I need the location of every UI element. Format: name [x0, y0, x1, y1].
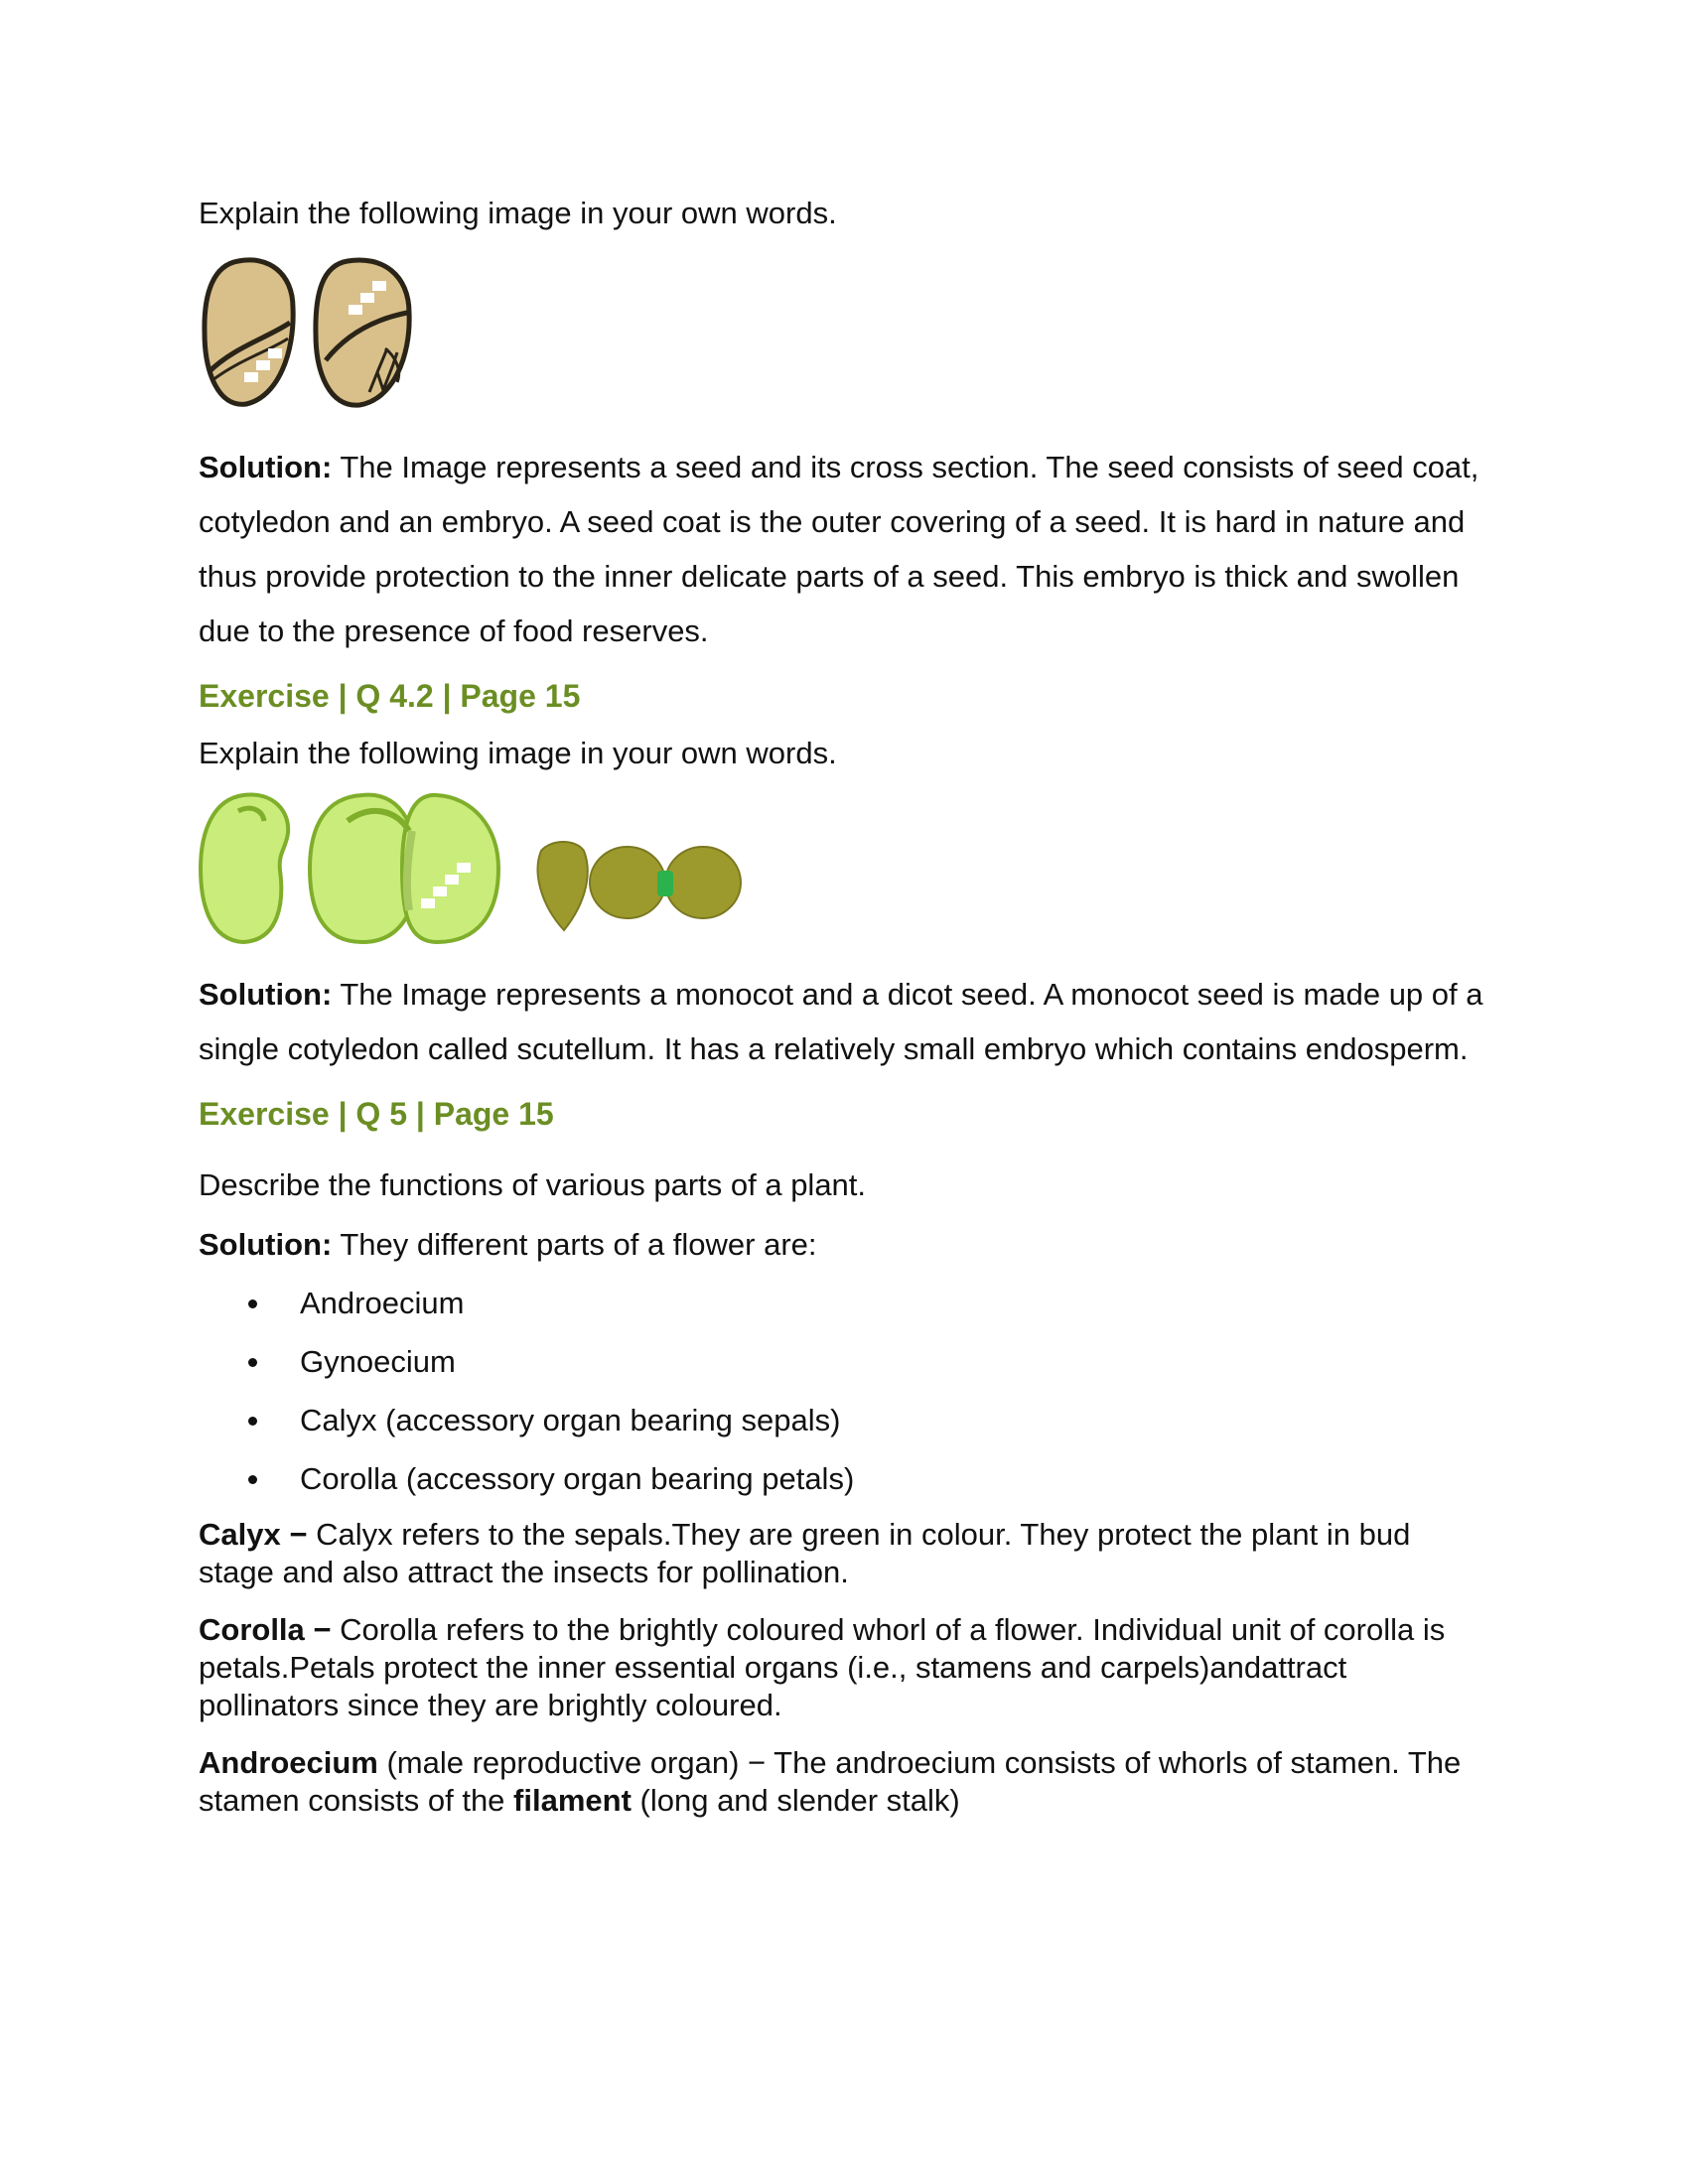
q1-question: Explain the following image in your own words. — [199, 196, 837, 230]
q42-solution — [199, 967, 1489, 1076]
solution-text: The Image represents a seed and its cross section. The seed consists of seed coat, cotyledon and an embryo. A seed coat is the outer covering of a seed. It is hard in nature and thus provide protection to the inner delicate parts of a seed. This embryo is thick and swollen due to the presence of food reserves. — [199, 450, 1479, 648]
seed-cross-section — [316, 260, 409, 405]
grain-seed-split — [590, 847, 741, 918]
bean-seed-split — [310, 795, 498, 942]
exercise-heading-q5: Exercise | Q 5 | Page 15 — [199, 1096, 554, 1132]
monocot-dicot-seed-image — [199, 791, 1489, 945]
q5-solution — [199, 1225, 1489, 1265]
list-item: Corolla (accessory organ bearing petals) — [248, 1459, 1489, 1499]
bullet-icon — [248, 1475, 257, 1484]
seed-whole — [205, 260, 293, 404]
document-page — [199, 194, 1489, 1820]
androecium-term: Androecium — [199, 1745, 378, 1780]
seed-cross-section-image — [199, 253, 1489, 412]
list-item: Gynoecium — [248, 1342, 1489, 1382]
corolla-term: Corolla − — [199, 1612, 332, 1647]
calyx-term: Calyx − — [199, 1517, 308, 1552]
solution-text: They different parts of a flower are: — [332, 1227, 817, 1262]
grain-seed — [538, 842, 588, 930]
bullet-icon — [248, 1417, 257, 1426]
flower-parts-list — [199, 1284, 1489, 1499]
seed-illustration — [199, 253, 427, 412]
bean-seed — [201, 794, 288, 942]
solution-label: Solution: — [199, 1227, 333, 1262]
q42-question: Explain the following image in your own words. — [199, 736, 837, 770]
corolla-definition: Corolla − Corolla refers to the brightly coloured whorl of a flower. Individual unit of corolla is petals.Petals protect the inner essential organs (i.e., stamens and carpels)andattract pollinators since they are brightly coloured. — [199, 1612, 1446, 1722]
filament-term: filament — [513, 1783, 632, 1818]
seeds-illustration — [199, 791, 755, 945]
q1-solution — [199, 440, 1489, 658]
solution-label: Solution: — [199, 450, 333, 484]
calyx-definition: Calyx − Calyx refers to the sepals.They are green in colour. They protect the plant in bud stage and also attract the insects for pollination. — [199, 1517, 1411, 1589]
bullet-icon — [248, 1299, 257, 1308]
androecium-definition: Androecium (male reproductive organ) − The androecium consists of whorls of stamen. The stamen consists of the filament (long and slender stalk) — [199, 1745, 1462, 1818]
solution-text: The Image represents a monocot and a dicot seed. A monocot seed is made up of a single cotyledon called scutellum. It has a relatively small embryo which contains endosperm. — [199, 977, 1483, 1066]
solution-label: Solution: — [199, 977, 333, 1012]
list-item: Calyx (accessory organ bearing sepals) — [248, 1401, 1489, 1440]
q5-question: Describe the functions of various parts of a plant. — [199, 1167, 867, 1202]
list-item: Androecium — [248, 1284, 1489, 1323]
bullet-icon — [248, 1358, 257, 1367]
exercise-heading-q42: Exercise | Q 4.2 | Page 15 — [199, 678, 581, 714]
